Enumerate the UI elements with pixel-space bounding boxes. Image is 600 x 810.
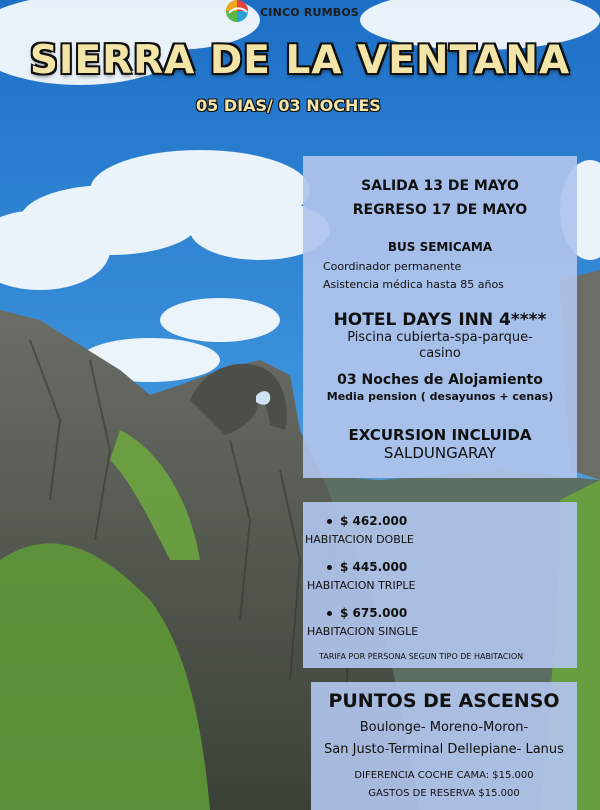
price-note: TARIFA POR PERSONA SEGUN TIPO DE HABITACION [319, 652, 524, 661]
trip-duration: 05 DIAS/ 03 NOCHES [196, 96, 381, 115]
brand-logo [220, 0, 359, 24]
excursion-title: EXCURSION INCLUIDA [348, 426, 532, 444]
hotel-name: HOTEL DAYS INN 4**** [333, 310, 547, 330]
return-date: REGRESO 17 DE MAYO [352, 202, 528, 218]
room-type: HABITACION DOBLE [305, 533, 414, 546]
excursion-place: SALDUNGARAY [383, 444, 497, 462]
colorful-globe-logo-icon [220, 0, 254, 24]
extra-cost: DIFERENCIA COCHE CAMA: $15.000 [354, 770, 534, 781]
trip-info-panel [303, 156, 577, 478]
boarding-places: Boulonge- Moreno-Moron- [359, 720, 529, 735]
brand-name: CINCO RUMBOS [260, 5, 360, 19]
bullet-icon [327, 565, 332, 570]
departure-date: SALIDA 13 DE MAYO [361, 178, 519, 194]
extra-cost: GASTOS DE RESERVA $15.000 [368, 788, 520, 799]
boarding-title: PUNTOS DE ASCENSO [328, 690, 560, 712]
boarding-places: San Justo-Terminal Dellepiane- Lanus [324, 742, 564, 757]
bullet-icon [327, 611, 332, 616]
prices-panel [303, 502, 577, 668]
price-value: $ 462.000 [340, 514, 408, 528]
room-type: HABITACION SINGLE [307, 625, 419, 638]
price-item [327, 514, 407, 528]
hotel-amenities: casino [419, 346, 461, 361]
bullet-icon [327, 519, 332, 524]
hotel-amenities: Piscina cubierta-spa-parque- [347, 330, 533, 345]
page-title: SIERRA DE LA VENTANA [29, 38, 571, 83]
bus-type: BUS SEMICAMA [387, 240, 493, 254]
bus-detail: Coordinador permanente [323, 260, 462, 273]
price-item [327, 560, 407, 574]
price-value: $ 445.000 [340, 560, 408, 574]
boarding-panel [311, 682, 577, 810]
bus-detail: Asistencia médica hasta 85 años [323, 278, 504, 291]
lodging-nights: 03 Noches de Alojamiento [337, 372, 543, 388]
price-item [327, 606, 407, 620]
meal-plan: Media pension ( desayunos + cenas) [326, 390, 554, 403]
price-value: $ 675.000 [340, 606, 408, 620]
room-type: HABITACION TRIPLE [307, 579, 416, 592]
